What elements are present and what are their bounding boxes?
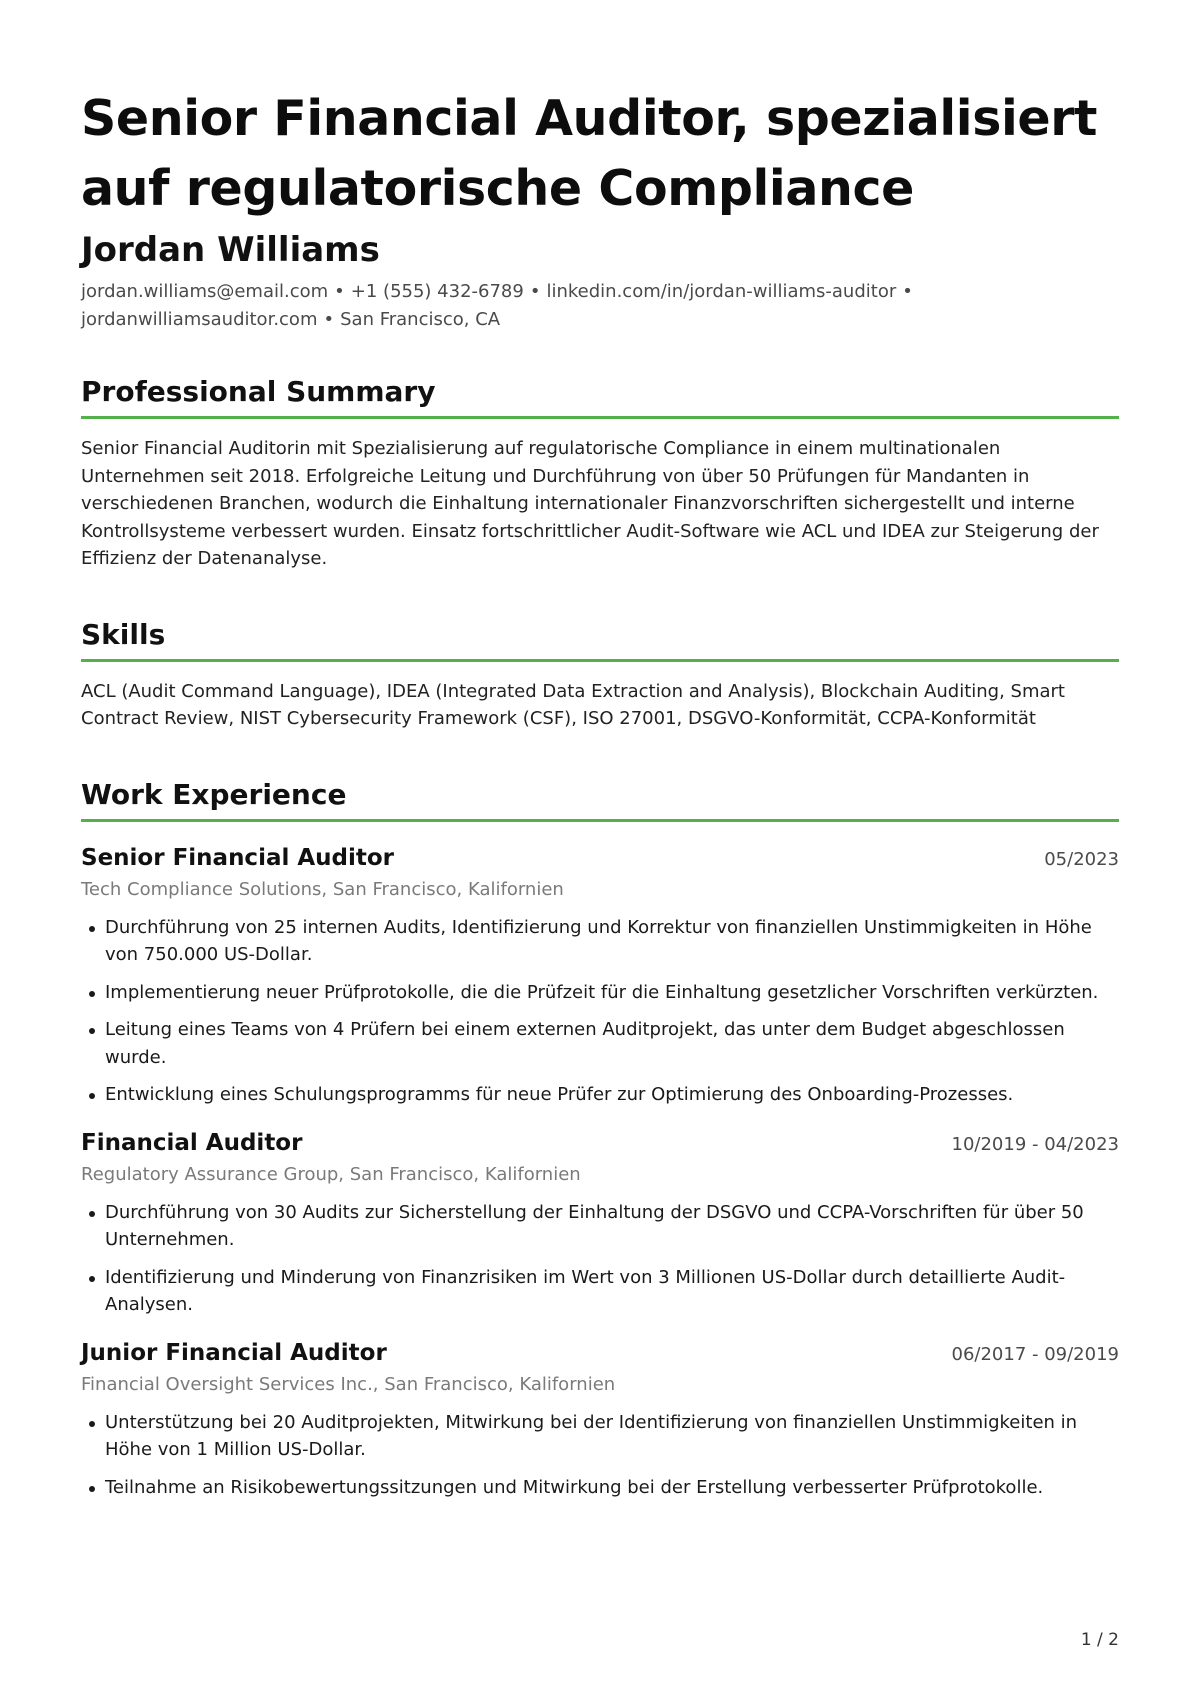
contact-separator: • — [334, 281, 345, 302]
job-company: Tech Compliance Solutions, San Francisco, Kalifornien — [81, 878, 564, 900]
job-title: Junior Financial Auditor — [81, 1339, 387, 1366]
bullet-item: Durchführung von 30 Audits zur Sicherstellung der Einhaltung der DSGVO und CCPA-Vorschriften für über 50 Unternehmen. — [81, 1199, 1119, 1254]
document-title: Senior Financial Auditor, spezialisiert auf regulatorische Compliance — [81, 90, 1097, 217]
contact-linkedin[interactable]: linkedin.com/in/jordan-williams-auditor — [546, 281, 897, 302]
job-title: Senior Financial Auditor — [81, 844, 395, 871]
job-date: 06/2017 - 09/2019 — [951, 1343, 1119, 1365]
job-date: 05/2023 — [1044, 848, 1119, 870]
candidate-name: Jordan Williams — [81, 230, 380, 270]
summary-heading: Professional Summary — [81, 372, 1119, 419]
experience-section — [81, 775, 1119, 1502]
contact-separator: • — [323, 309, 335, 330]
bullet-item: Entwicklung eines Schulungsprogramms für neue Prüfer zur Optimierung des Onboarding-Prozesses. — [81, 1081, 1119, 1109]
job-entry — [81, 1127, 1119, 1319]
bullet-item: Leitung eines Teams von 4 Prüfern bei einem externen Auditprojekt, das unter dem Budget abgeschlossen wurde. — [81, 1016, 1119, 1071]
bullet-item: Unterstützung bei 20 Auditprojekten, Mitwirkung bei der Identifizierung von finanziellen Unstimmigkeiten in Höhe von 1 Million US-Dollar. — [81, 1409, 1119, 1464]
job-header — [81, 1337, 1119, 1369]
contact-separator: • — [902, 281, 913, 302]
skills-heading: Skills — [81, 615, 1119, 662]
job-title: Financial Auditor — [81, 1129, 303, 1156]
summary-section — [81, 372, 1119, 573]
page-number: 1 / 2 — [1080, 1630, 1119, 1650]
bullet-item: Implementierung neuer Prüfprotokolle, die die Prüfzeit für die Einhaltung gesetzlicher Vorschriften verkürzten. — [81, 979, 1119, 1007]
job-bullets — [81, 1199, 1119, 1319]
job-entry — [81, 1337, 1119, 1502]
contact-phone[interactable]: +1 (555) 432-6789 — [350, 281, 524, 302]
bullet-item: Durchführung von 25 internen Audits, Identifizierung und Korrektur von finanziellen Unstimmigkeiten in Höhe von 750.000 US-Dollar. — [81, 914, 1119, 969]
bullet-item: Identifizierung und Minderung von Finanzrisiken im Wert von 3 Millionen US-Dollar durch detaillierte Audit-Analysen. — [81, 1264, 1119, 1319]
skills-section — [81, 615, 1119, 733]
job-bullets — [81, 914, 1119, 1109]
contact-line — [81, 278, 1119, 334]
contact-website[interactable]: jordanwilliamsauditor.com — [81, 309, 318, 330]
summary-text: Senior Financial Auditorin mit Spezialisierung auf regulatorische Compliance in einem multinationalen Unternehmen seit 2018. Erfolgreiche Leitung und Durchführung von über 50 Prüfungen für Mandanten in verschiedenen Branchen, wodurch die Einhaltung internationaler Finanzvorschriften sichergestellt und interne Kontrollsysteme verbessert wurden. Einsatz fortschrittlicher Audit-Software wie ACL und IDEA zur Steigerung der Effizienz der Datenanalyse. — [81, 438, 1099, 569]
contact-separator: • — [529, 281, 541, 302]
job-header — [81, 842, 1119, 874]
contact-location: San Francisco, CA — [340, 309, 501, 330]
contact-email[interactable]: jordan.williams@email.com — [81, 281, 329, 302]
bullet-item: Teilnahme an Risikobewertungssitzungen und Mitwirkung bei der Erstellung verbesserter Prüfprotokolle. — [81, 1474, 1119, 1502]
job-date: 10/2019 - 04/2023 — [951, 1133, 1119, 1155]
job-entry — [81, 842, 1119, 1109]
job-company: Regulatory Assurance Group, San Francisco, Kalifornien — [81, 1163, 581, 1185]
job-company: Financial Oversight Services Inc., San Francisco, Kalifornien — [81, 1373, 616, 1395]
resume-page — [81, 84, 1119, 1511]
skills-text: ACL (Audit Command Language), IDEA (Integrated Data Extraction and Analysis), Blockchain Auditing, Smart Contract Review, NIST Cybersecurity Framework (CSF), ISO 27001, DSGVO-Konformität, CCPA-Konformität — [81, 680, 1065, 729]
job-bullets — [81, 1409, 1119, 1502]
job-header — [81, 1127, 1119, 1159]
job-list — [81, 842, 1119, 1502]
experience-heading: Work Experience — [81, 775, 1119, 822]
